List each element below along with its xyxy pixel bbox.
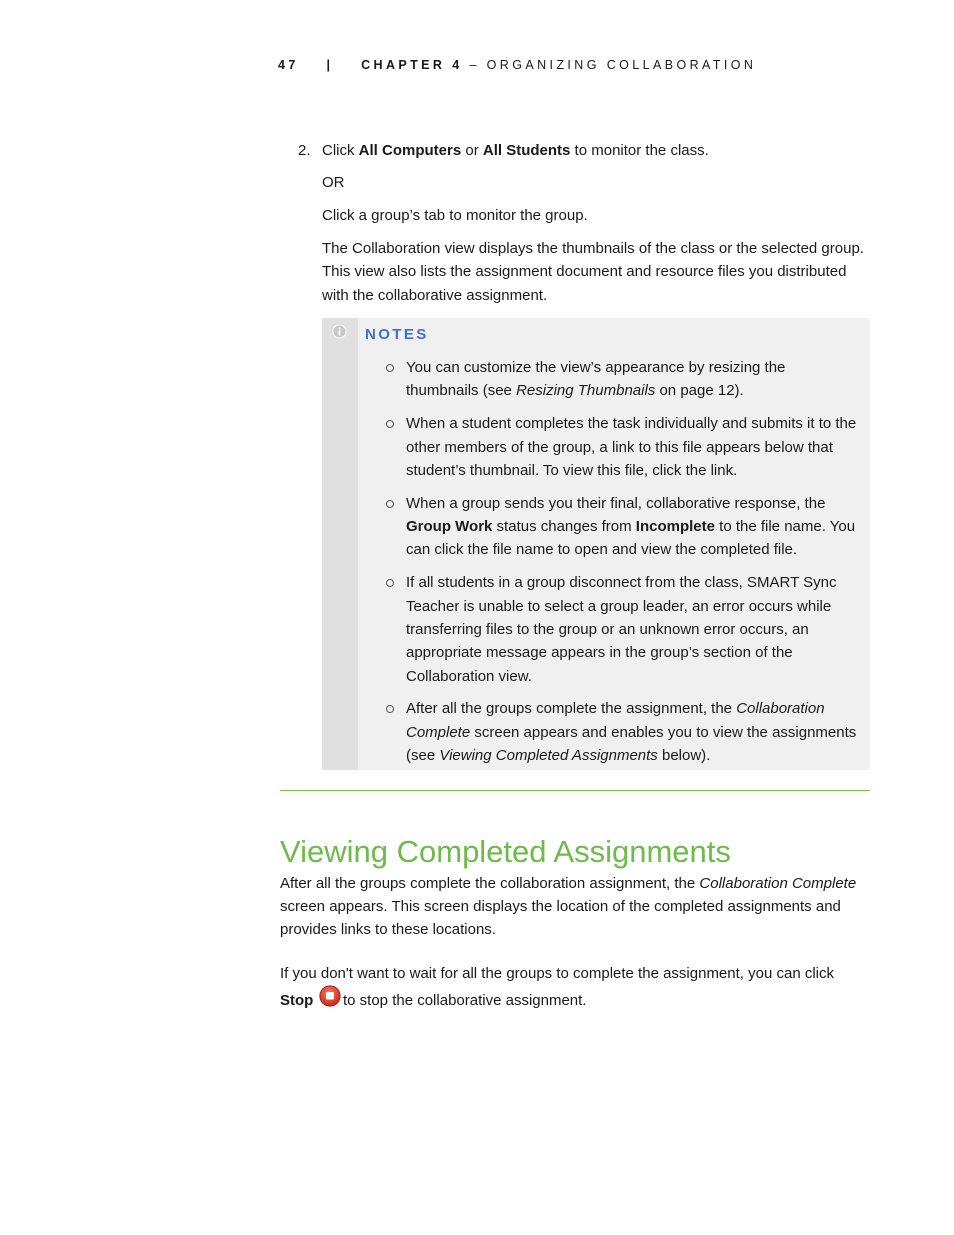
- bullet-icon: [386, 579, 394, 587]
- bullet-icon: [386, 705, 394, 713]
- all-students-label: All Students: [482, 142, 571, 159]
- info-icon: [332, 324, 347, 339]
- note-4-line-5: Collaboration view.: [406, 668, 532, 685]
- bullet-icon: [386, 364, 394, 372]
- section-divider: [280, 790, 870, 791]
- description-line-1: The Collaboration view displays the thumbnails of the class or the selected group.: [322, 240, 864, 257]
- note-2-line-2: other members of the group, a link to this file appears below that: [406, 439, 833, 456]
- chapter-title: – ORGANIZING COLLABORATION: [469, 58, 757, 72]
- note-2-line-3: student’s thumbnail. To view this file, click the link.: [406, 462, 738, 479]
- note-4-line-2: Teacher is unable to select a group leader, an error occurs while: [406, 598, 832, 615]
- note-5-line-3: (see Viewing Completed Assignments below).: [406, 747, 711, 764]
- step-number: 2.: [298, 142, 311, 159]
- section-p2-line-1: If you don't want to wait for all the groups to complete the assignment, you can click: [280, 965, 834, 982]
- section-p1-line-2: screen appears. This screen displays the location of the completed assignments and: [280, 898, 841, 915]
- notes-title: NOTES: [365, 326, 429, 343]
- note-3-line-2: Group Work status changes from Incomplete to the file name. You: [406, 518, 856, 535]
- page-number: 47: [278, 58, 299, 72]
- description-line-3: with the collaborative assignment.: [322, 287, 548, 304]
- note-5-line-2: Complete screen appears and enables you to view the assignments: [406, 724, 857, 741]
- group-tab-line: Click a group’s tab to monitor the group.: [322, 207, 588, 224]
- description-line-2: This view also lists the assignment document and resource files you distributed: [322, 263, 847, 280]
- bullet-icon: [386, 500, 394, 508]
- stop-icon: [319, 985, 341, 1007]
- note-4-line-1: If all students in a group disconnect from the class, SMART Sync: [406, 574, 837, 591]
- page-header: [278, 58, 756, 72]
- note-4-line-3: transferring files to the group or an unknown error occurs, an: [406, 621, 809, 638]
- note-2-line-1: When a student completes the task individually and submits it to the: [406, 415, 857, 432]
- step-instruction: Click All Computers or All Students to monitor the class.: [322, 142, 709, 159]
- header-separator: |: [326, 58, 334, 72]
- note-3-line-1: When a group sends you their final, collaborative response, the: [406, 495, 826, 512]
- note-1-line-1: You can customize the view’s appearance by resizing the: [406, 359, 786, 376]
- link-resizing-thumbnails: Resizing Thumbnails: [516, 382, 656, 399]
- link-viewing-completed-assignments: Viewing Completed Assignments: [439, 747, 658, 764]
- stop-label: Stop: [280, 992, 314, 1009]
- all-computers-label: All Computers: [358, 142, 462, 159]
- note-5-line-1: After all the groups complete the assignment, the Collaboration: [406, 700, 825, 717]
- chapter-label: CHAPTER 4: [361, 58, 463, 72]
- note-1-line-2: thumbnails (see Resizing Thumbnails on page 12).: [406, 382, 744, 399]
- notes-gutter: [322, 318, 358, 770]
- section-heading: Viewing Completed Assignments: [280, 834, 731, 869]
- note-3-line-3: can click the file name to open and view the completed file.: [406, 541, 798, 558]
- stop-description: to stop the collaborative assignment.: [343, 992, 587, 1009]
- section-p1-line-3: provides links to these locations.: [280, 921, 496, 938]
- note-4-line-4: appropriate message appears in the group’s section of the: [406, 644, 793, 661]
- or-line: OR: [322, 174, 345, 191]
- section-p1-line-1: After all the groups complete the collaboration assignment, the Collaboration Complete: [280, 875, 857, 892]
- bullet-icon: [386, 420, 394, 428]
